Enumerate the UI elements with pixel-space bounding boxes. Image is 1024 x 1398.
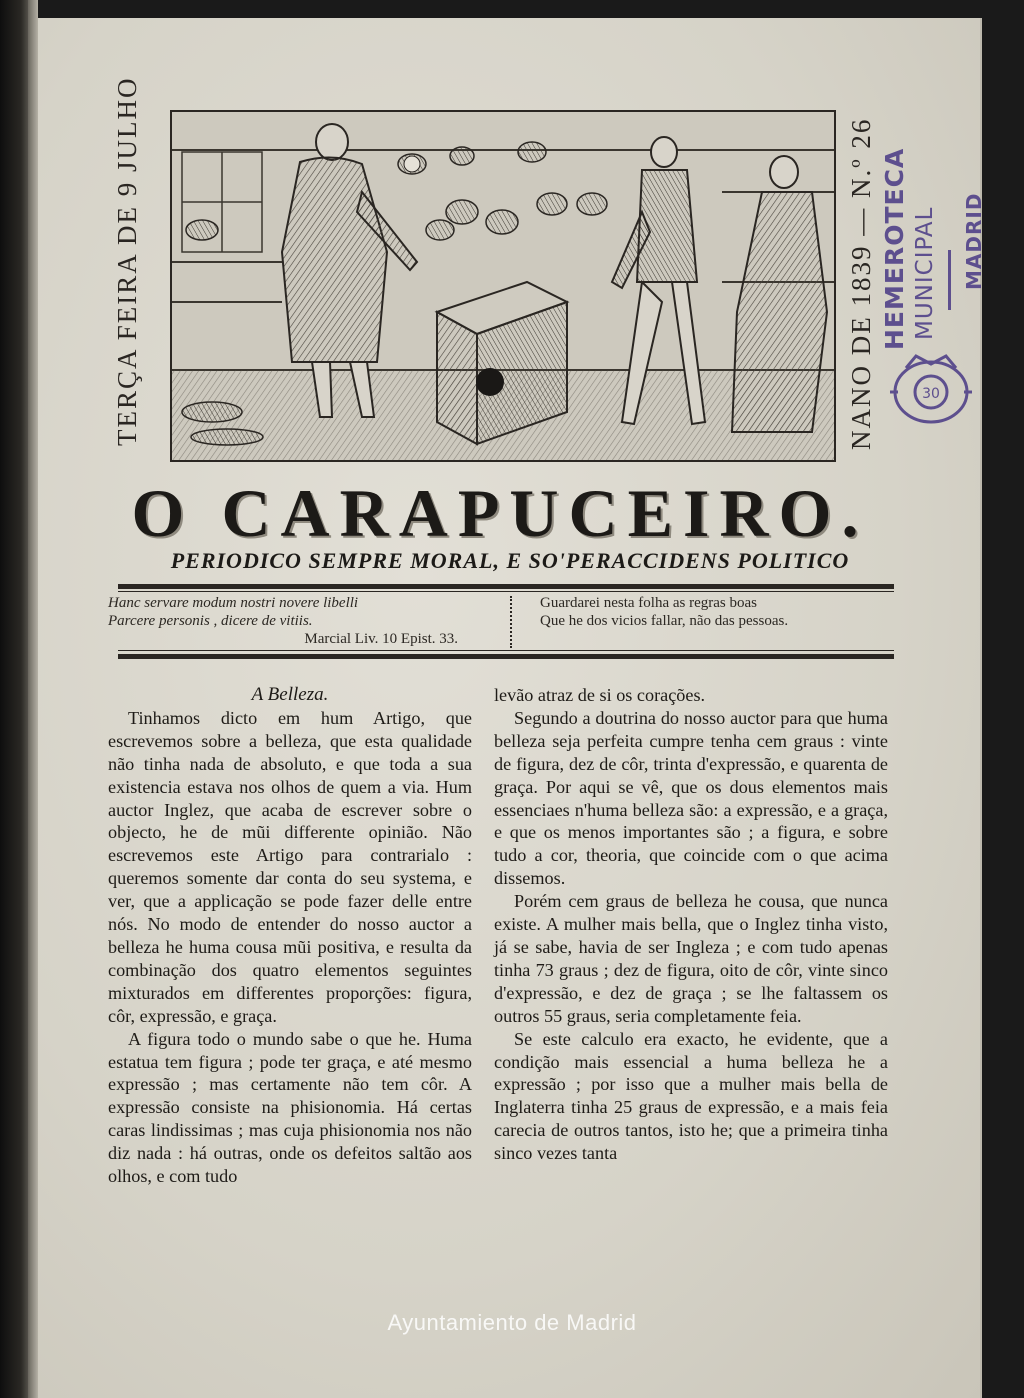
article-paragraph: Porém cem graus de belleza he cousa, que nunca existe. A mulher mais bella, que o Inglez tinha visto, já se sabe, havia de ser Ingleza ; e com tudo apenas tinha 73 graus ; dez de figura, oito de côr, vinte sinco d'expressão, e dez de graça ; se lhe faltassem os outros 55 graus, seria completamente feia. — [494, 891, 888, 1026]
article-continuation: levão atraz de si os corações. — [494, 685, 706, 705]
binding-edge — [0, 0, 38, 1398]
epigraph-pt-line1: Guardarei nesta folha as regras boas — [540, 595, 757, 611]
article-heading: A Belleza. — [251, 684, 329, 705]
top-rule-thin — [118, 591, 894, 592]
masthead-title: O CARAPUCEIRO. — [131, 475, 869, 551]
bottom-rule — [118, 654, 894, 659]
epigraph-latin — [108, 594, 488, 648]
stamp-hemeroteca: HEMEROTECA — [880, 147, 909, 350]
stamp-municipal: MUNICIPAL — [912, 206, 938, 340]
article-column-left — [108, 684, 472, 1188]
epigraph-latin-line1: Hanc servare modum nostri novere libelli — [108, 595, 359, 611]
page-fold — [28, 0, 38, 1398]
woodcut-illustration — [170, 110, 836, 462]
stamp-crest-icon — [886, 350, 976, 430]
date-line: TERÇA FEIRA DE 9 JULHO — [112, 76, 142, 446]
archive-watermark: Ayuntamiento de Madrid — [387, 1310, 637, 1335]
epigraph-latin-line2: Parcere personis , dicere de vitiis. — [108, 613, 313, 629]
article-paragraph: Segundo a doutrina do nosso auctor para que huma belleza seja perfeita cumpre tenha cem graus : vinte de figura, dez de côr, trinta d'expressão, e quarenta de graça. Por aqui se vê, que os dous elementos mais essenciaes n'huma belleza são: a expressão, e a graça, e que os menos importantes são ; a figura, e sobre tudo a cor, theoria, que coincide com o que acima dissemos. — [494, 707, 888, 889]
stamp-rule — [948, 250, 951, 310]
svg-text:30: 30 — [922, 386, 940, 402]
article-paragraph: Se este calculo era exacto, he evidente, que a condição mais essencial a huma belleza he a expressão ; por isso que a mulher mais bella de Inglaterra tinha 25 graus de expressão, e a mais feia carecia de outros tantos, isto he; que a primeira tinha sinco vezes tanta — [494, 1028, 888, 1164]
article-column-right — [494, 684, 888, 1165]
masthead-subtitle: PERIODICO SEMPRE MORAL, E SO'PERACCIDENS POLITICO — [170, 548, 850, 573]
stamp-madrid: MADRID — [962, 192, 986, 290]
epigraph-portuguese — [540, 594, 900, 630]
article-paragraph: A figura todo o mundo sabe o que he. Huma estatua tem figura ; pode ter graça, e até mesmo expressão ; mas certamente não tem côr. A expressão consiste na phisionomia. Há certas caras lindissimas ; mas cuja phisionomia nos não diz nada : há outras, onde os defeitos saltão aos olhos, e com tudo — [108, 1028, 472, 1187]
epigraph-divider — [510, 596, 518, 648]
issue-line: NANO DE 1839 — N.º 26 — [846, 117, 876, 451]
top-rule — [118, 584, 894, 589]
epigraph-citation: Marcial Liv. 10 Epist. 33. — [304, 631, 458, 647]
article-paragraph: Tinhamos dicto em hum Artigo, que escrevemos sobre a belleza, que esta qualidade não tinha nada de absoluto, e que toda a sua existencia estava nos olhos de quem a via. Hum auctor Inglez, que acaba de escrever sobre o objecto, he de mũi differente opinião. Não escrevemos este Artigo para contrarialo : queremos somente dar conta do seu systema, e ver, que a applicação se pode fazer delle entre nós. No modo de entender do nosso auctor a belleza he huma cousa mũi positiva, e resulta da combinação dos quatro elementos seguintes mixturados em differentes proporções: figura, côr, expressão, e graça. — [108, 707, 472, 1026]
hat-shop-scene-icon — [172, 112, 834, 460]
bottom-rule-thin — [118, 650, 894, 651]
epigraph-pt-line2: Que he dos vicios fallar, não das pessoas. — [540, 613, 789, 629]
